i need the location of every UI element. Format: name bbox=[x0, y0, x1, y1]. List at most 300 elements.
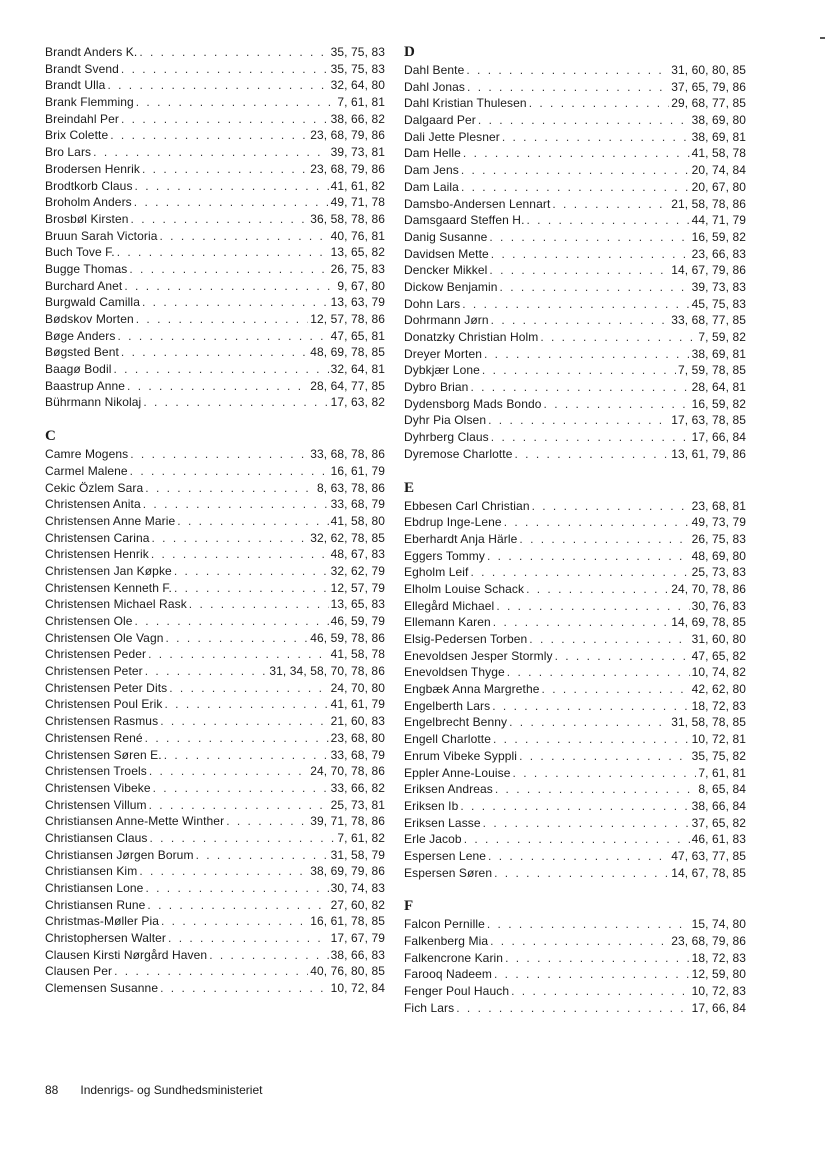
entry-page-numbers: 48, 69, 78, 85 bbox=[310, 345, 385, 360]
entry-page-numbers: 48, 67, 83 bbox=[330, 547, 385, 562]
entry-name: Dydensborg Mads Bondo bbox=[404, 396, 542, 411]
index-entry bbox=[404, 498, 746, 515]
index-entry bbox=[45, 44, 385, 61]
index-entry bbox=[404, 446, 746, 463]
entry-page-numbers: 27, 60, 82 bbox=[330, 897, 385, 912]
dot-leader bbox=[124, 278, 335, 295]
entry-page-numbers: 33, 68, 77, 85 bbox=[671, 313, 746, 328]
index-entry bbox=[45, 77, 385, 94]
entry-page-numbers: 12, 57, 79 bbox=[330, 580, 385, 595]
index-entry bbox=[404, 412, 746, 429]
dot-leader bbox=[529, 95, 669, 112]
entry-page-numbers: 24, 70, 80 bbox=[330, 680, 385, 695]
entry-name: Christophersen Walter bbox=[45, 931, 167, 946]
dot-leader bbox=[478, 112, 690, 129]
index-entry bbox=[404, 145, 746, 162]
entry-page-numbers: 18, 72, 83 bbox=[691, 950, 746, 965]
dot-leader bbox=[209, 947, 328, 964]
entry-name: Donatzky Christian Holm bbox=[404, 330, 539, 344]
dot-leader bbox=[174, 563, 329, 580]
dot-leader bbox=[460, 798, 689, 815]
entry-name: Dyhrberg Claus bbox=[404, 430, 489, 445]
entry-name: Ebbesen Carl Christian bbox=[404, 498, 530, 513]
dot-leader bbox=[542, 681, 690, 698]
index-entry bbox=[404, 781, 746, 798]
dot-leader bbox=[464, 831, 690, 848]
dot-leader bbox=[484, 346, 690, 363]
index-entry bbox=[45, 646, 385, 663]
index-entry bbox=[45, 394, 385, 411]
entry-name: Eriksen Andreas bbox=[404, 782, 493, 797]
index-entry bbox=[404, 983, 746, 1000]
entry-name: Enevoldsen Jesper Stormly bbox=[404, 648, 553, 663]
index-entry bbox=[45, 630, 385, 647]
index-entry bbox=[404, 815, 746, 832]
index-entry bbox=[404, 631, 746, 648]
entry-name: Christensen Michael Rask bbox=[45, 597, 187, 612]
entry-name: Elholm Louise Schack bbox=[404, 581, 525, 596]
dot-leader bbox=[493, 731, 690, 748]
entry-page-numbers: 41, 61, 82 bbox=[330, 178, 385, 193]
index-entry bbox=[45, 696, 385, 713]
entry-page-numbers: 10, 72, 83 bbox=[691, 984, 746, 999]
entry-name: Brodtkorb Claus bbox=[45, 178, 133, 193]
entry-name: Christensen Peter bbox=[45, 664, 143, 679]
index-entry bbox=[404, 648, 746, 665]
entry-page-numbers: 15, 74, 80 bbox=[691, 917, 746, 932]
dot-leader bbox=[135, 178, 329, 195]
dot-leader bbox=[490, 933, 669, 950]
entry-name: Bøge Anders bbox=[45, 328, 116, 343]
entry-page-numbers: 13, 65, 82 bbox=[330, 245, 385, 260]
entry-name: Davidsen Mette bbox=[404, 246, 489, 261]
index-entry bbox=[45, 847, 385, 864]
entry-name: Dalgaard Per bbox=[404, 113, 476, 128]
entry-page-numbers: 23, 66, 83 bbox=[691, 246, 746, 261]
entry-page-numbers: 31, 60, 80, 85 bbox=[671, 63, 746, 77]
dot-leader bbox=[174, 580, 329, 597]
entry-name: Clausen Per bbox=[45, 964, 113, 979]
entry-page-numbers: 25, 73, 81 bbox=[330, 797, 385, 812]
index-entry bbox=[404, 865, 746, 882]
index-entry bbox=[45, 980, 385, 997]
entry-page-numbers: 33, 68, 79 bbox=[330, 497, 385, 512]
index-entry bbox=[45, 480, 385, 497]
entry-page-numbers: 7, 61, 81 bbox=[698, 765, 746, 780]
entry-page-numbers: 39, 73, 83 bbox=[691, 279, 746, 294]
entry-name: Christensen Peter Dits bbox=[45, 680, 168, 695]
index-entry bbox=[45, 496, 385, 513]
entry-page-numbers: 17, 66, 84 bbox=[691, 1000, 746, 1015]
index-entry bbox=[404, 831, 746, 848]
dot-leader bbox=[496, 598, 689, 615]
index-entry bbox=[45, 144, 385, 161]
index-entry bbox=[404, 698, 746, 715]
entry-name: Burchard Anet bbox=[45, 278, 123, 293]
index-entry bbox=[404, 346, 746, 363]
index-entry bbox=[404, 598, 746, 615]
entry-name: Erle Jacob bbox=[404, 832, 462, 847]
index-entry bbox=[45, 111, 385, 128]
index-entry bbox=[404, 246, 746, 263]
entry-page-numbers: 17, 67, 79 bbox=[330, 931, 385, 946]
entry-name: Brandt Svend bbox=[45, 61, 119, 76]
dot-leader bbox=[487, 916, 690, 933]
entry-page-numbers: 30, 74, 83 bbox=[330, 881, 385, 895]
entry-page-numbers: 38, 69, 81 bbox=[691, 346, 746, 361]
entry-name: Christensen René bbox=[45, 730, 143, 745]
entry-name: Christensen Ole bbox=[45, 614, 133, 628]
entry-page-numbers: 37, 65, 82 bbox=[691, 815, 746, 830]
entry-name: Baagø Bodil bbox=[45, 362, 112, 377]
dot-leader bbox=[160, 228, 329, 245]
dot-leader bbox=[461, 179, 690, 196]
entry-name: Ellegård Michael bbox=[404, 598, 495, 613]
entry-name: Christensen Troels bbox=[45, 764, 147, 779]
dot-leader bbox=[515, 446, 670, 463]
dot-leader bbox=[505, 950, 690, 967]
index-entry bbox=[45, 278, 385, 295]
entry-page-numbers: 49, 73, 79 bbox=[691, 515, 746, 530]
dot-leader bbox=[143, 496, 329, 513]
dot-leader bbox=[489, 229, 689, 246]
dot-leader bbox=[489, 262, 669, 279]
index-entry bbox=[404, 95, 746, 112]
index-entry bbox=[404, 62, 746, 79]
index-entry bbox=[404, 848, 746, 865]
entry-page-numbers: 13, 61, 79, 86 bbox=[671, 446, 746, 461]
dot-leader bbox=[130, 446, 308, 463]
entry-page-numbers: 38, 69, 79, 86 bbox=[310, 864, 385, 879]
entry-name: Dencker Mikkel bbox=[404, 263, 488, 278]
entry-page-numbers: 13, 65, 83 bbox=[330, 597, 385, 612]
entry-page-numbers: 31, 58, 78, 85 bbox=[671, 715, 746, 730]
entry-name: Bührmann Nikolaj bbox=[45, 395, 142, 410]
index-entry bbox=[45, 780, 385, 797]
index-entry bbox=[404, 798, 746, 815]
entry-name: Christiansen Claus bbox=[45, 830, 148, 845]
entry-name: Bøgsted Bent bbox=[45, 345, 119, 360]
index-entry bbox=[45, 94, 385, 111]
entry-name: Enevoldsen Thyge bbox=[404, 665, 505, 680]
entry-page-numbers: 21, 60, 83 bbox=[330, 714, 385, 729]
entry-name: Christensen Carina bbox=[45, 530, 150, 545]
entry-page-numbers: 46, 61, 83 bbox=[691, 832, 746, 847]
entry-page-numbers: 25, 73, 83 bbox=[691, 565, 746, 580]
dot-leader bbox=[145, 663, 268, 680]
entry-page-numbers: 45, 75, 83 bbox=[691, 296, 746, 311]
entry-name: Falkenberg Mia bbox=[404, 934, 489, 948]
dot-leader bbox=[145, 480, 315, 497]
dot-leader bbox=[493, 614, 669, 631]
entry-page-numbers: 35, 75, 83 bbox=[330, 45, 385, 59]
dot-leader bbox=[121, 111, 329, 128]
index-entry bbox=[45, 446, 385, 463]
entry-page-numbers: 30, 76, 83 bbox=[691, 598, 746, 613]
dot-leader bbox=[151, 546, 329, 563]
dot-leader bbox=[121, 344, 308, 361]
index-column-left bbox=[45, 44, 385, 997]
index-section bbox=[45, 44, 385, 411]
entry-page-numbers: 47, 63, 77, 85 bbox=[671, 848, 746, 863]
entry-name: Brix Colette bbox=[45, 128, 109, 143]
entry-name: Elsig-Pedersen Torben bbox=[404, 632, 528, 646]
dot-leader bbox=[147, 897, 328, 914]
entry-page-numbers: 23, 68, 81 bbox=[691, 498, 746, 513]
dot-leader bbox=[491, 429, 690, 446]
index-entry bbox=[404, 664, 746, 681]
index-entry bbox=[404, 329, 746, 346]
dot-leader bbox=[487, 548, 690, 565]
index-entry bbox=[404, 179, 746, 196]
section-letter-heading: F bbox=[404, 898, 414, 915]
dot-leader bbox=[121, 61, 329, 78]
dot-leader bbox=[168, 930, 329, 947]
entry-name: Dohn Lars bbox=[404, 296, 461, 311]
dot-leader bbox=[110, 127, 308, 144]
entry-name: Eggers Tommy bbox=[404, 548, 486, 563]
index-entry bbox=[45, 546, 385, 563]
dot-leader bbox=[494, 865, 669, 882]
entry-page-numbers: 38, 69, 80 bbox=[691, 113, 746, 128]
dot-leader bbox=[527, 212, 690, 229]
entry-page-numbers: 31, 58, 79 bbox=[330, 847, 385, 862]
dot-leader bbox=[161, 913, 308, 930]
dot-leader bbox=[150, 830, 336, 847]
index-entry bbox=[45, 244, 385, 261]
entry-name: Christensen Jan Køpke bbox=[45, 563, 172, 578]
entry-name: Bro Lars bbox=[45, 145, 92, 160]
index-entry bbox=[45, 178, 385, 195]
index-entry bbox=[404, 1000, 746, 1017]
dot-leader bbox=[160, 980, 329, 997]
dot-leader bbox=[107, 77, 328, 94]
dot-leader bbox=[145, 880, 328, 897]
entry-page-numbers: 41, 61, 79 bbox=[330, 697, 385, 712]
entry-name: Christensen Henrik bbox=[45, 547, 149, 562]
dot-leader bbox=[226, 813, 308, 830]
entry-page-numbers: 23, 68, 79, 86 bbox=[310, 161, 385, 176]
index-entry bbox=[404, 162, 746, 179]
index-entry bbox=[45, 830, 385, 847]
entry-name: Dahl Jonas bbox=[404, 79, 466, 94]
dot-leader bbox=[148, 646, 329, 663]
index-entry bbox=[404, 129, 746, 146]
entry-page-numbers: 8, 65, 84 bbox=[698, 782, 746, 797]
index-entry bbox=[45, 863, 385, 880]
index-entry bbox=[404, 916, 746, 933]
index-entry bbox=[404, 514, 746, 531]
dot-leader bbox=[169, 680, 328, 697]
entry-name: Ebdrup Inge-Lene bbox=[404, 515, 502, 530]
entry-page-numbers: 47, 65, 82 bbox=[691, 648, 746, 663]
index-entry bbox=[45, 127, 385, 144]
entry-page-numbers: 24, 70, 78, 86 bbox=[310, 764, 385, 779]
dot-leader bbox=[494, 966, 690, 983]
entry-name: Christmas-Møller Pia bbox=[45, 914, 160, 929]
entry-page-numbers: 14, 69, 78, 85 bbox=[671, 615, 746, 630]
entry-name: Engelberth Lars bbox=[404, 698, 491, 713]
entry-page-numbers: 20, 67, 80 bbox=[691, 179, 746, 194]
entry-name: Bødskov Morten bbox=[45, 312, 134, 326]
entry-page-numbers: 35, 75, 83 bbox=[330, 61, 385, 76]
index-entry bbox=[45, 194, 385, 211]
dot-leader bbox=[117, 328, 328, 345]
dot-leader bbox=[462, 296, 689, 313]
entry-page-numbers: 16, 59, 82 bbox=[691, 229, 746, 244]
index-entry bbox=[45, 513, 385, 530]
entry-name: Dahl Kristian Thulesen bbox=[404, 96, 527, 111]
page-footer bbox=[45, 1083, 262, 1097]
entry-page-numbers: 21, 58, 78, 86 bbox=[671, 196, 746, 211]
index-entry bbox=[404, 933, 746, 950]
dot-leader bbox=[504, 514, 690, 531]
dot-leader bbox=[470, 564, 689, 581]
entry-page-numbers: 40, 76, 80, 85 bbox=[310, 964, 385, 979]
index-entry bbox=[404, 379, 746, 396]
index-section bbox=[404, 44, 746, 463]
entry-name: Falkencrone Karin bbox=[404, 950, 504, 965]
index-entry bbox=[404, 362, 746, 379]
entry-page-numbers: 16, 61, 79 bbox=[330, 463, 385, 478]
index-section bbox=[45, 428, 385, 997]
entry-name: Eriksen Lasse bbox=[404, 815, 481, 830]
entry-name: Camre Mogens bbox=[45, 447, 129, 462]
dot-leader bbox=[491, 312, 670, 329]
entry-name: Farooq Nadeem bbox=[404, 967, 493, 982]
entry-page-numbers: 7, 59, 78, 85 bbox=[677, 363, 746, 378]
index-entry bbox=[404, 79, 746, 96]
entry-page-numbers: 12, 59, 80 bbox=[691, 967, 746, 982]
entry-name: Brodersen Henrik bbox=[45, 161, 140, 176]
index-entry bbox=[404, 531, 746, 548]
dot-leader bbox=[129, 261, 328, 278]
index-entry bbox=[45, 530, 385, 547]
dot-leader bbox=[488, 412, 669, 429]
dot-leader bbox=[467, 79, 669, 96]
entry-name: Egholm Leif bbox=[404, 565, 469, 580]
entry-page-numbers: 40, 76, 81 bbox=[330, 228, 385, 243]
index-entry bbox=[404, 229, 746, 246]
dot-leader bbox=[166, 630, 309, 647]
index-entry bbox=[404, 681, 746, 698]
dot-leader bbox=[526, 581, 669, 598]
entry-name: Christiansen Rune bbox=[45, 897, 146, 912]
entry-name: Brandt Ulla bbox=[45, 78, 106, 93]
index-entry bbox=[45, 930, 385, 947]
dot-leader bbox=[555, 648, 690, 665]
index-entry bbox=[45, 463, 385, 480]
entry-page-numbers: 32, 62, 78, 85 bbox=[310, 530, 385, 545]
index-entry bbox=[45, 613, 385, 630]
entry-name: Ellemann Karen bbox=[404, 615, 491, 630]
entry-page-numbers: 46, 59, 79 bbox=[330, 614, 385, 628]
entry-name: Eppler Anne-Louise bbox=[404, 765, 511, 780]
entry-name: Christensen Vibeke bbox=[45, 780, 151, 795]
entry-name: Brosbøl Kirsten bbox=[45, 211, 129, 226]
entry-page-numbers: 26, 75, 83 bbox=[691, 531, 746, 546]
entry-name: Bugge Thomas bbox=[45, 261, 128, 276]
dot-leader bbox=[500, 279, 690, 296]
index-entry bbox=[404, 112, 746, 129]
entry-page-numbers: 33, 68, 78, 86 bbox=[310, 447, 385, 462]
dot-leader bbox=[93, 144, 328, 161]
index-entry bbox=[45, 663, 385, 680]
index-section bbox=[404, 898, 746, 1016]
dot-leader bbox=[149, 763, 308, 780]
entry-page-numbers: 23, 68, 79, 86 bbox=[310, 128, 385, 143]
index-entry bbox=[404, 279, 746, 296]
entry-page-numbers: 38, 66, 84 bbox=[691, 798, 746, 813]
index-entry bbox=[404, 196, 746, 213]
index-entry bbox=[45, 913, 385, 930]
dot-leader bbox=[456, 1000, 689, 1017]
index-entry bbox=[45, 680, 385, 697]
dot-leader bbox=[466, 62, 669, 79]
entry-page-numbers: 46, 59, 78, 86 bbox=[310, 630, 385, 645]
dot-leader bbox=[177, 513, 328, 530]
entry-page-numbers: 26, 75, 83 bbox=[330, 261, 385, 276]
index-entry bbox=[45, 228, 385, 245]
entry-page-numbers: 10, 74, 82 bbox=[691, 665, 746, 680]
index-entry bbox=[404, 296, 746, 313]
dot-leader bbox=[509, 714, 669, 731]
dot-leader bbox=[127, 378, 308, 395]
dot-leader bbox=[544, 396, 690, 413]
index-entry bbox=[45, 813, 385, 830]
entry-page-numbers: 20, 74, 84 bbox=[691, 163, 746, 178]
entry-page-numbers: 44, 71, 79 bbox=[691, 213, 746, 228]
entry-name: Enrum Vibeke Syppli bbox=[404, 748, 518, 763]
section-letter-heading: D bbox=[404, 44, 415, 60]
dot-leader bbox=[540, 329, 696, 346]
entry-name: Cekic Özlem Sara bbox=[45, 480, 144, 495]
entry-page-numbers: 39, 71, 78, 86 bbox=[310, 814, 385, 829]
dot-leader bbox=[470, 379, 689, 396]
dot-leader bbox=[134, 194, 329, 211]
entry-name: Espersen Søren bbox=[404, 865, 493, 880]
index-entry bbox=[45, 897, 385, 914]
entry-page-numbers: 42, 62, 80 bbox=[691, 682, 746, 697]
dot-leader bbox=[513, 765, 697, 782]
dot-leader bbox=[130, 463, 329, 480]
entry-page-numbers: 33, 68, 79 bbox=[330, 747, 385, 762]
index-section bbox=[404, 480, 746, 882]
entry-name: Breindahl Per bbox=[45, 111, 120, 126]
index-entry bbox=[45, 378, 385, 395]
dot-leader bbox=[113, 361, 328, 378]
entry-page-numbers: 32, 62, 79 bbox=[330, 563, 385, 578]
index-entry bbox=[404, 564, 746, 581]
dot-leader bbox=[164, 696, 328, 713]
section-letter-heading: E bbox=[404, 479, 415, 496]
dot-leader bbox=[491, 246, 690, 263]
entry-page-numbers: 35, 75, 82 bbox=[691, 748, 746, 763]
index-entry bbox=[404, 396, 746, 413]
entry-page-numbers: 17, 63, 78, 85 bbox=[671, 413, 746, 428]
section-letter-heading: C bbox=[45, 428, 56, 445]
dot-leader bbox=[519, 531, 689, 548]
entry-page-numbers: 10, 72, 84 bbox=[330, 981, 385, 996]
index-column-right bbox=[404, 44, 746, 1016]
dot-leader bbox=[529, 631, 689, 648]
entry-page-numbers: 41, 58, 80 bbox=[330, 513, 385, 528]
entry-name: Dahl Bente bbox=[404, 63, 465, 77]
dot-leader bbox=[461, 162, 690, 179]
entry-page-numbers: 13, 63, 79 bbox=[330, 295, 385, 310]
dot-leader bbox=[196, 847, 329, 864]
entry-page-numbers: 17, 66, 84 bbox=[691, 430, 746, 445]
